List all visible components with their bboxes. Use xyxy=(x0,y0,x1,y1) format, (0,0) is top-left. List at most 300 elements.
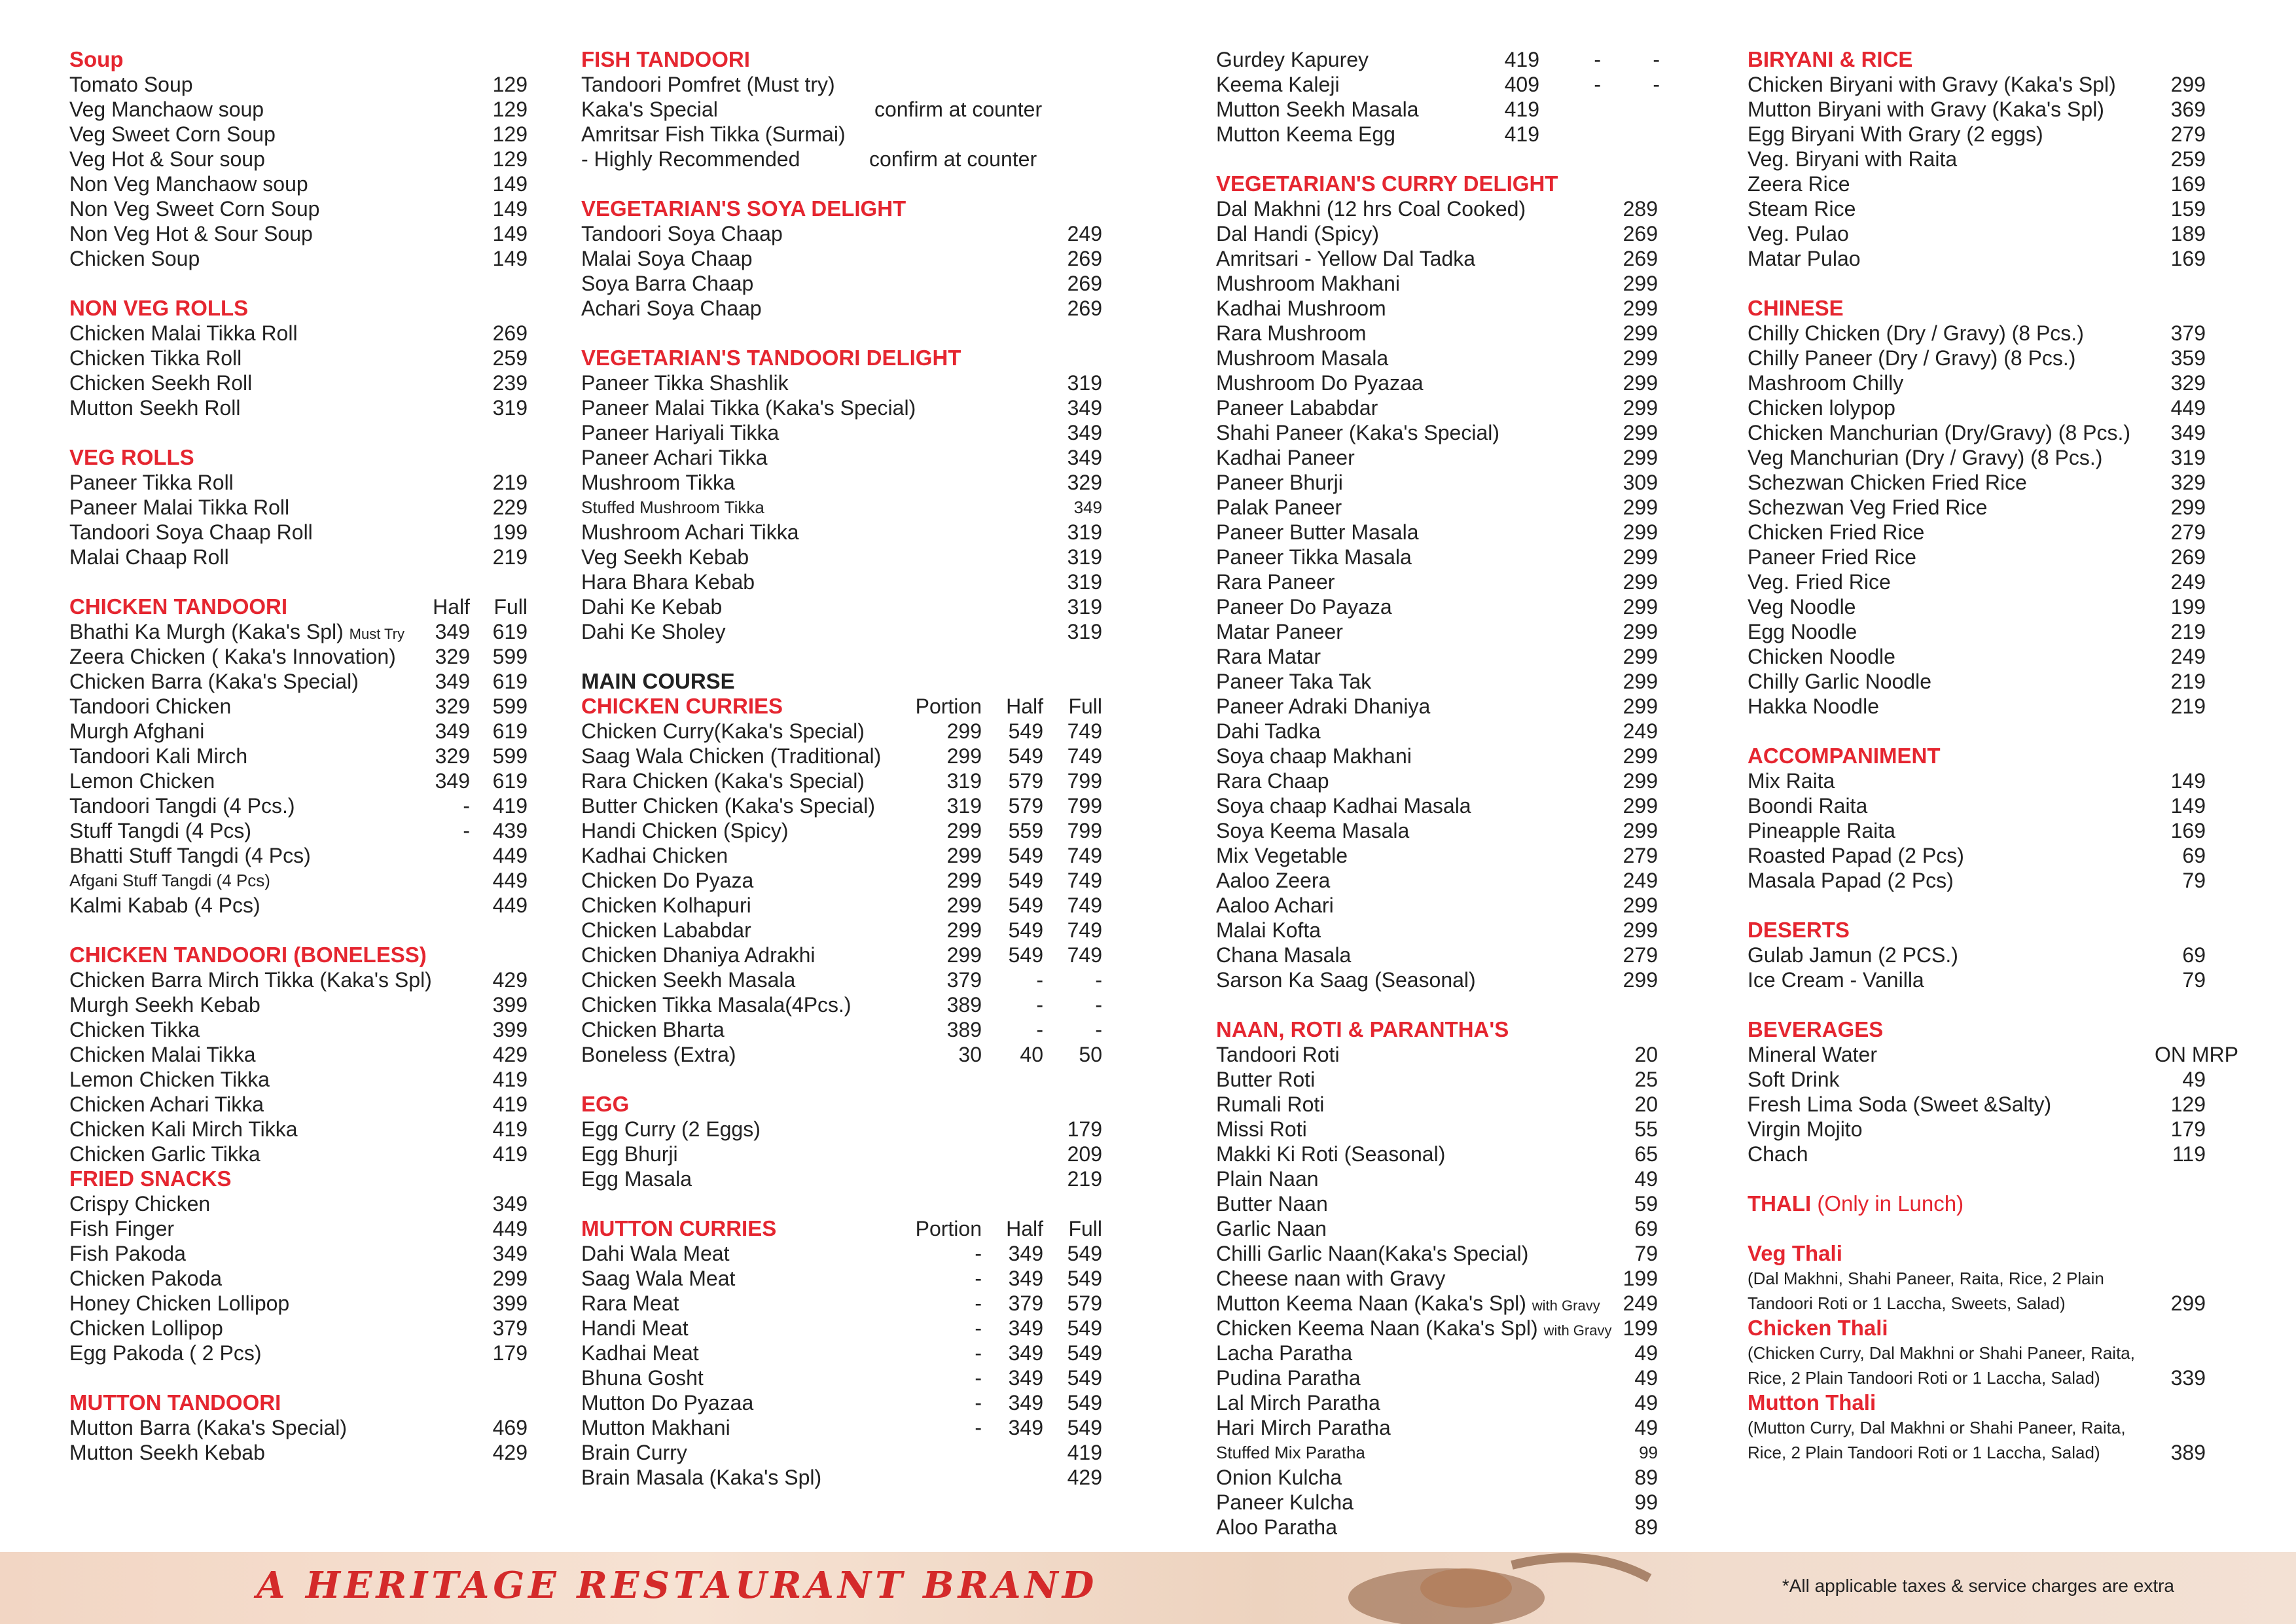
item-price: 199 xyxy=(2170,595,2206,619)
item-name-text: Chicken Bharta xyxy=(581,1018,725,1041)
item-price: 399 xyxy=(492,1291,528,1315)
item-name-text: Chilly Chicken (Dry / Gravy) (8 Pcs.) xyxy=(1748,321,2084,345)
description-text: Rice, 2 Plain Tandoori Roti or 1 Laccha, Salad) xyxy=(1748,1368,2100,1388)
menu-item xyxy=(1748,818,2206,843)
item-name xyxy=(1748,843,1964,868)
item-name xyxy=(1216,619,1343,644)
menu-item xyxy=(1748,594,2206,619)
menu-item xyxy=(69,744,528,768)
item-price: 20 xyxy=(1634,1043,1658,1066)
menu-item xyxy=(1216,818,1658,843)
spacer xyxy=(1748,719,1964,744)
item-price: 149 xyxy=(2170,794,2206,818)
item-name-text: Rara Meat xyxy=(581,1291,679,1315)
menu-item xyxy=(1748,1042,2238,1067)
item-name xyxy=(1216,1390,1380,1415)
menu-item xyxy=(581,97,1043,122)
menu-item xyxy=(581,395,1102,420)
menu-item xyxy=(69,520,528,545)
item-name xyxy=(1748,967,1924,992)
item-name-text: Mushroom Achari Tikka xyxy=(581,520,799,544)
item-name xyxy=(1216,893,1334,918)
section-title-text: BIRYANI & RICE xyxy=(1748,47,1913,71)
item-price: 299 xyxy=(1623,794,1658,818)
item-name xyxy=(581,72,835,97)
item-price: 99 xyxy=(1634,1490,1658,1514)
item-name-text: Chicken Malai Tikka Roll xyxy=(69,321,298,345)
item-name xyxy=(1216,768,1329,793)
menu-item xyxy=(1748,967,2206,992)
item-name xyxy=(1748,793,1867,818)
item-name-text: Fresh Lima Soda (Sweet &Salty) xyxy=(1748,1092,2052,1116)
menu-item xyxy=(1216,1465,1658,1490)
menu-item xyxy=(581,1166,1102,1191)
item-name-text: Steam Rice xyxy=(1748,197,1856,221)
item-price: 449 xyxy=(492,893,528,917)
item-name-text: Paneer Kulcha xyxy=(1216,1490,1354,1514)
menu-item xyxy=(1216,619,1658,644)
item-price: 269 xyxy=(492,321,528,345)
item-name-text: Amritsari - Yellow Dal Tadka xyxy=(1216,247,1476,270)
item-name-text: Paneer Malai Tikka (Kaka's Special) xyxy=(581,396,916,420)
item-price: 299 xyxy=(1623,520,1658,544)
item-name xyxy=(1216,744,1412,768)
menu-item xyxy=(1216,918,1658,943)
item-name xyxy=(69,694,231,719)
menu-item xyxy=(69,619,528,644)
item-name xyxy=(581,1142,678,1166)
menu-item xyxy=(581,1465,1102,1490)
menu-item xyxy=(1216,1490,1658,1515)
item-name-text: Chicken Seekh Roll xyxy=(69,371,253,395)
item-name xyxy=(1216,1515,1337,1540)
item-name-text: Chicken Dhaniya Adrakhi xyxy=(581,943,816,967)
section-title-text: Soup xyxy=(69,47,124,71)
item-price: 579 xyxy=(1008,794,1043,818)
menu-item xyxy=(581,1341,1102,1365)
description-text: (Chicken Curry, Dal Makhni or Shahi Paneer, Raita, xyxy=(1748,1343,2135,1363)
item-price: 329 xyxy=(2170,471,2206,494)
description-text: (Mutton Curry, Dal Makhni or Shahi Paneer, Raita, xyxy=(1748,1418,2126,1437)
item-name-text: Butter Naan xyxy=(1216,1192,1328,1216)
item-name xyxy=(581,246,752,271)
item-name xyxy=(69,1241,186,1266)
item-price: - xyxy=(975,1267,982,1290)
item-name-text: Tandoori Roti xyxy=(1216,1043,1340,1066)
section-title-text: Veg Thali xyxy=(1748,1241,1842,1265)
item-name xyxy=(581,569,755,594)
item-price: 219 xyxy=(2170,670,2206,693)
item-price: 49 xyxy=(1634,1416,1658,1439)
menu-item xyxy=(69,1142,528,1166)
item-name-text: Lal Mirch Paratha xyxy=(1216,1391,1380,1415)
item-name-text: Stuffed Mix Paratha xyxy=(1216,1443,1365,1462)
menu-item xyxy=(1216,420,1658,445)
item-name-text: Kalmi Kabab (4 Pcs) xyxy=(69,893,260,917)
item-name xyxy=(581,868,753,893)
item-name xyxy=(1216,545,1412,569)
item-price: - xyxy=(1036,968,1043,992)
item-name xyxy=(1748,1042,1877,1067)
item-price: - xyxy=(1594,73,1601,96)
item-price: 169 xyxy=(2170,247,2206,270)
menu-item xyxy=(581,967,1102,992)
menu-item xyxy=(69,495,528,520)
menu-item xyxy=(1216,346,1658,370)
item-name xyxy=(1216,395,1378,420)
menu-item xyxy=(1748,768,2206,793)
item-price: 329 xyxy=(435,744,470,768)
item-name-text: Zeera Rice xyxy=(1748,172,1850,196)
spoon-illustration xyxy=(1316,1552,1656,1624)
menu-item xyxy=(581,893,1102,918)
section-title: CHICKEN TANDOORI xyxy=(69,594,288,619)
item-price: - xyxy=(975,1366,982,1390)
item-name xyxy=(1216,1117,1307,1142)
item-name xyxy=(69,1142,260,1166)
item-price: 129 xyxy=(492,98,528,121)
item-name-text: Egg Curry (2 Eggs) xyxy=(581,1117,761,1141)
item-price: 279 xyxy=(2170,122,2206,146)
item-name xyxy=(69,744,247,768)
item-name-text: Pineapple Raita xyxy=(1748,819,1895,842)
item-price: 329 xyxy=(1067,471,1102,494)
item-name xyxy=(1748,370,1903,395)
item-price: 269 xyxy=(1067,272,1102,295)
item-price: 259 xyxy=(2170,147,2206,171)
item-name-text: Lemon Chicken xyxy=(69,769,215,793)
item-price: 149 xyxy=(492,222,528,245)
item-name-text: Mushroom Do Pyazaa xyxy=(1216,371,1424,395)
item-name-text: Malai Chaap Roll xyxy=(69,545,229,569)
item-name-text: Palak Paneer xyxy=(1216,496,1342,519)
item-name-text: Egg Noodle xyxy=(1748,620,1857,643)
menu-item xyxy=(69,221,528,246)
item-name-text: Mutton Keema Naan (Kaka's Spl) xyxy=(1216,1291,1526,1315)
item-price: 419 xyxy=(1504,98,1539,121)
item-price: 349 xyxy=(1067,421,1102,444)
item-price: 549 xyxy=(1008,844,1043,867)
section-title xyxy=(69,1166,427,1191)
item-name xyxy=(581,122,846,147)
item-name xyxy=(1748,868,1954,893)
item-price: 319 xyxy=(946,769,982,793)
item-name-text: Keema Kaleji xyxy=(1216,73,1340,96)
section-header xyxy=(69,594,528,619)
item-name-text: Chicken Lollipop xyxy=(69,1316,223,1340)
item-name-text: Bhatti Stuff Tangdi (4 Pcs) xyxy=(69,844,311,867)
item-price: 419 xyxy=(492,1068,528,1091)
item-price: 319 xyxy=(1067,520,1102,544)
menu-item xyxy=(1748,1067,2206,1092)
item-name xyxy=(1216,868,1330,893)
item-name xyxy=(69,520,313,545)
item-name-text: Non Veg Hot & Sour Soup xyxy=(69,222,313,245)
item-name xyxy=(581,744,881,768)
menu-item xyxy=(581,495,1102,520)
item-name xyxy=(69,818,251,843)
item-price: 349 xyxy=(435,620,470,643)
section-header xyxy=(581,1216,1102,1241)
menu-item xyxy=(1748,196,2206,221)
menu-item xyxy=(581,520,1102,545)
item-price: 429 xyxy=(492,968,528,992)
item-price: 149 xyxy=(492,197,528,221)
item-price: 219 xyxy=(492,545,528,569)
menu-item xyxy=(69,346,528,370)
item-name-text: Chicken Tikka xyxy=(69,1018,200,1041)
item-name-text: Paneer Tikka Masala xyxy=(1216,545,1412,569)
item-name-text: Tandoori Chicken xyxy=(69,695,232,718)
item-name-text: Dal Handi (Spicy) xyxy=(1216,222,1379,245)
item-name xyxy=(69,321,298,346)
item-price: - xyxy=(975,1416,982,1439)
section-title xyxy=(1748,1191,1964,1216)
item-name-text: Hara Bhara Kebab xyxy=(581,570,755,594)
menu-item xyxy=(69,147,528,171)
menu-item xyxy=(581,445,1102,470)
item-price: 429 xyxy=(492,1043,528,1066)
item-price: 99 xyxy=(1639,1443,1658,1462)
item-price: 169 xyxy=(2170,172,2206,196)
item-name-text: Mutton Biryani with Gravy (Kaka's Spl) xyxy=(1748,98,2104,121)
item-price: 299 xyxy=(2170,1291,2206,1315)
item-name-text: Chicken Malai Tikka xyxy=(69,1043,256,1066)
item-name xyxy=(69,669,359,694)
menu-item xyxy=(581,1291,1102,1316)
item-name-text: Chicken Soup xyxy=(69,247,200,270)
item-name-text: Boneless (Extra) xyxy=(581,1043,736,1066)
item-price: 49 xyxy=(1634,1391,1658,1415)
section-title-text: CHICKEN TANDOORI (BONELESS) xyxy=(69,943,427,967)
item-price: 319 xyxy=(2170,446,2206,469)
item-price: 799 xyxy=(1067,769,1102,793)
item-name xyxy=(581,1341,699,1365)
item-name xyxy=(581,470,735,495)
menu-item xyxy=(581,246,1102,271)
item-name-text: Boondi Raita xyxy=(1748,794,1868,818)
item-name-text: Chicken Garlic Tikka xyxy=(69,1142,260,1166)
item-price: 549 xyxy=(1067,1366,1102,1390)
item-price: 299 xyxy=(1623,595,1658,619)
item-price: 259 xyxy=(492,346,528,370)
item-price: 599 xyxy=(492,645,528,668)
item-price: 389 xyxy=(946,993,982,1017)
item-price: 549 xyxy=(1067,1242,1102,1265)
menu-item xyxy=(1216,72,1660,97)
item-price: 359 xyxy=(2170,346,2206,370)
menu-item xyxy=(1216,967,1658,992)
item-price: 419 xyxy=(1067,1441,1102,1464)
item-price: 319 xyxy=(1067,620,1102,643)
item-name xyxy=(1216,420,1499,445)
menu-item xyxy=(1216,495,1658,520)
item-name-text: Chicken Achari Tikka xyxy=(69,1092,264,1116)
item-name xyxy=(1216,47,1369,72)
menu-item xyxy=(1748,868,2206,893)
section-title xyxy=(1748,918,1964,943)
item-name xyxy=(581,992,852,1017)
menu-item xyxy=(581,296,1102,321)
menu-item xyxy=(1216,47,1660,72)
spacer xyxy=(1216,147,1558,171)
menu-item xyxy=(69,122,528,147)
menu-item xyxy=(581,271,1102,296)
section-title-text: MUTTON TANDOORI xyxy=(69,1390,281,1415)
item-name xyxy=(581,793,875,818)
item-name-text: - Highly Recommended xyxy=(581,147,800,171)
item-price: 349 xyxy=(1008,1267,1043,1290)
item-name xyxy=(69,1316,223,1341)
spacer xyxy=(69,271,427,296)
menu-item xyxy=(1216,1067,1658,1092)
item-name-text: Virgin Mojito xyxy=(1748,1117,1863,1141)
item-name xyxy=(581,271,753,296)
item-price: 319 xyxy=(1067,545,1102,569)
item-price: 429 xyxy=(1067,1466,1102,1489)
item-name xyxy=(1216,818,1409,843)
item-price: 299 xyxy=(1623,446,1658,469)
menu-item xyxy=(581,1241,1102,1266)
item-price: - xyxy=(1095,968,1102,992)
section-title xyxy=(581,346,961,370)
item-price: 299 xyxy=(1623,272,1658,295)
menu-item xyxy=(1216,196,1658,221)
item-price: 219 xyxy=(1067,1167,1102,1191)
item-price: 319 xyxy=(492,396,528,420)
item-name xyxy=(1216,346,1388,370)
item-price: 119 xyxy=(2172,1142,2206,1166)
spacer xyxy=(69,918,427,943)
item-name xyxy=(1748,445,2102,470)
item-name xyxy=(581,445,768,470)
item-name xyxy=(69,1291,289,1316)
menu-item xyxy=(581,992,1102,1017)
item-name-text: Soft Drink xyxy=(1748,1068,1840,1091)
menu-column-3 xyxy=(1216,47,1660,1540)
menu-item xyxy=(1748,694,2206,719)
item-name-text: Paneer Tikka Roll xyxy=(69,471,234,494)
spacer xyxy=(69,569,427,594)
item-name-text: Bhuna Gosht xyxy=(581,1366,704,1390)
item-price: 30 xyxy=(958,1043,982,1066)
thali-description xyxy=(1748,1291,2206,1316)
menu-item xyxy=(1216,594,1658,619)
menu-item xyxy=(69,72,528,97)
item-name xyxy=(1748,122,2043,147)
section-title-text: Chicken Thali xyxy=(1748,1316,1888,1340)
item-name xyxy=(1216,271,1400,296)
item-price: 79 xyxy=(2182,869,2206,892)
item-name-text: Sarson Ka Saag (Seasonal) xyxy=(1216,968,1476,992)
menu-item xyxy=(1216,669,1658,694)
item-price: 299 xyxy=(1623,545,1658,569)
menu-item xyxy=(1748,545,2206,569)
menu-item xyxy=(1216,1117,1658,1142)
menu-item xyxy=(1748,321,2206,346)
item-price: 299 xyxy=(1623,396,1658,420)
menu-item xyxy=(1748,147,2206,171)
item-price: 799 xyxy=(1067,819,1102,842)
item-price: 619 xyxy=(492,719,528,743)
item-name-text: Gurdey Kapurey xyxy=(1216,48,1369,71)
item-name xyxy=(1748,818,1895,843)
item-name xyxy=(1216,918,1321,943)
item-name-text: Brain Masala (Kaka's Spl) xyxy=(581,1466,822,1489)
item-price: 40 xyxy=(1020,1043,1043,1066)
menu-item xyxy=(1216,97,1558,122)
item-name xyxy=(1216,495,1342,520)
menu-item xyxy=(69,644,528,669)
section-title xyxy=(1748,1017,1964,1042)
item-price: 269 xyxy=(1623,222,1658,245)
menu-item xyxy=(1216,569,1658,594)
item-price: 349 xyxy=(1008,1341,1043,1365)
item-name xyxy=(1216,1490,1354,1515)
item-price: 299 xyxy=(1623,321,1658,345)
item-price: 219 xyxy=(2170,620,2206,643)
item-price: 299 xyxy=(946,943,982,967)
item-price: 599 xyxy=(492,744,528,768)
item-name xyxy=(69,97,264,122)
item-name-text: Lacha Paratha xyxy=(1216,1341,1353,1365)
item-price: 579 xyxy=(1067,1291,1102,1315)
item-name xyxy=(1748,420,2130,445)
item-name xyxy=(1216,72,1340,97)
item-name xyxy=(1748,321,2084,346)
menu-item xyxy=(581,1142,1102,1166)
item-name xyxy=(1748,246,1861,271)
item-name-text: Veg. Biryani with Raita xyxy=(1748,147,1958,171)
item-price: 419 xyxy=(492,1092,528,1116)
item-name xyxy=(1216,470,1343,495)
item-name-text: Paneer Bhurji xyxy=(1216,471,1343,494)
item-price: 579 xyxy=(1008,769,1043,793)
item-name xyxy=(1216,1440,1365,1465)
menu-item xyxy=(581,1316,1102,1341)
item-name-text: Chicken Pakoda xyxy=(69,1267,223,1290)
item-name-text: Butter Chicken (Kaka's Special) xyxy=(581,794,875,818)
description-text: Rice, 2 Plain Tandoori Roti or 1 Laccha, Salad) xyxy=(1748,1443,2100,1462)
item-price: 69 xyxy=(2182,844,2206,867)
item-name xyxy=(1216,1042,1340,1067)
price-note: confirm at counter xyxy=(869,147,1037,171)
item-name-text: Paneer Lababdar xyxy=(1216,396,1378,420)
item-name-text: Paneer Fried Rice xyxy=(1748,545,1916,569)
item-name-text: Roasted Papad (2 Pcs) xyxy=(1748,844,1964,867)
item-name-text: Veg. Pulao xyxy=(1748,222,1849,245)
menu-item xyxy=(69,1092,528,1117)
item-name xyxy=(1216,793,1471,818)
item-name xyxy=(1216,246,1475,271)
menu-item xyxy=(1216,1241,1658,1266)
menu-item xyxy=(1216,1291,1658,1316)
column-header: Full xyxy=(493,595,528,619)
column-header: Portion xyxy=(915,1217,982,1240)
menu-item xyxy=(1748,569,2206,594)
item-name-text: Tandoori Soya Chaap xyxy=(581,222,783,245)
item-name xyxy=(69,1117,298,1142)
item-name xyxy=(1216,1241,1528,1266)
menu-column-1 xyxy=(69,47,528,1465)
item-price: 349 xyxy=(1008,1366,1043,1390)
item-price: 299 xyxy=(1623,620,1658,643)
menu-item xyxy=(1748,97,2206,122)
item-price: 209 xyxy=(1067,1142,1102,1166)
item-price: 179 xyxy=(492,1341,528,1365)
menu-item xyxy=(69,669,528,694)
item-name xyxy=(69,1017,200,1042)
